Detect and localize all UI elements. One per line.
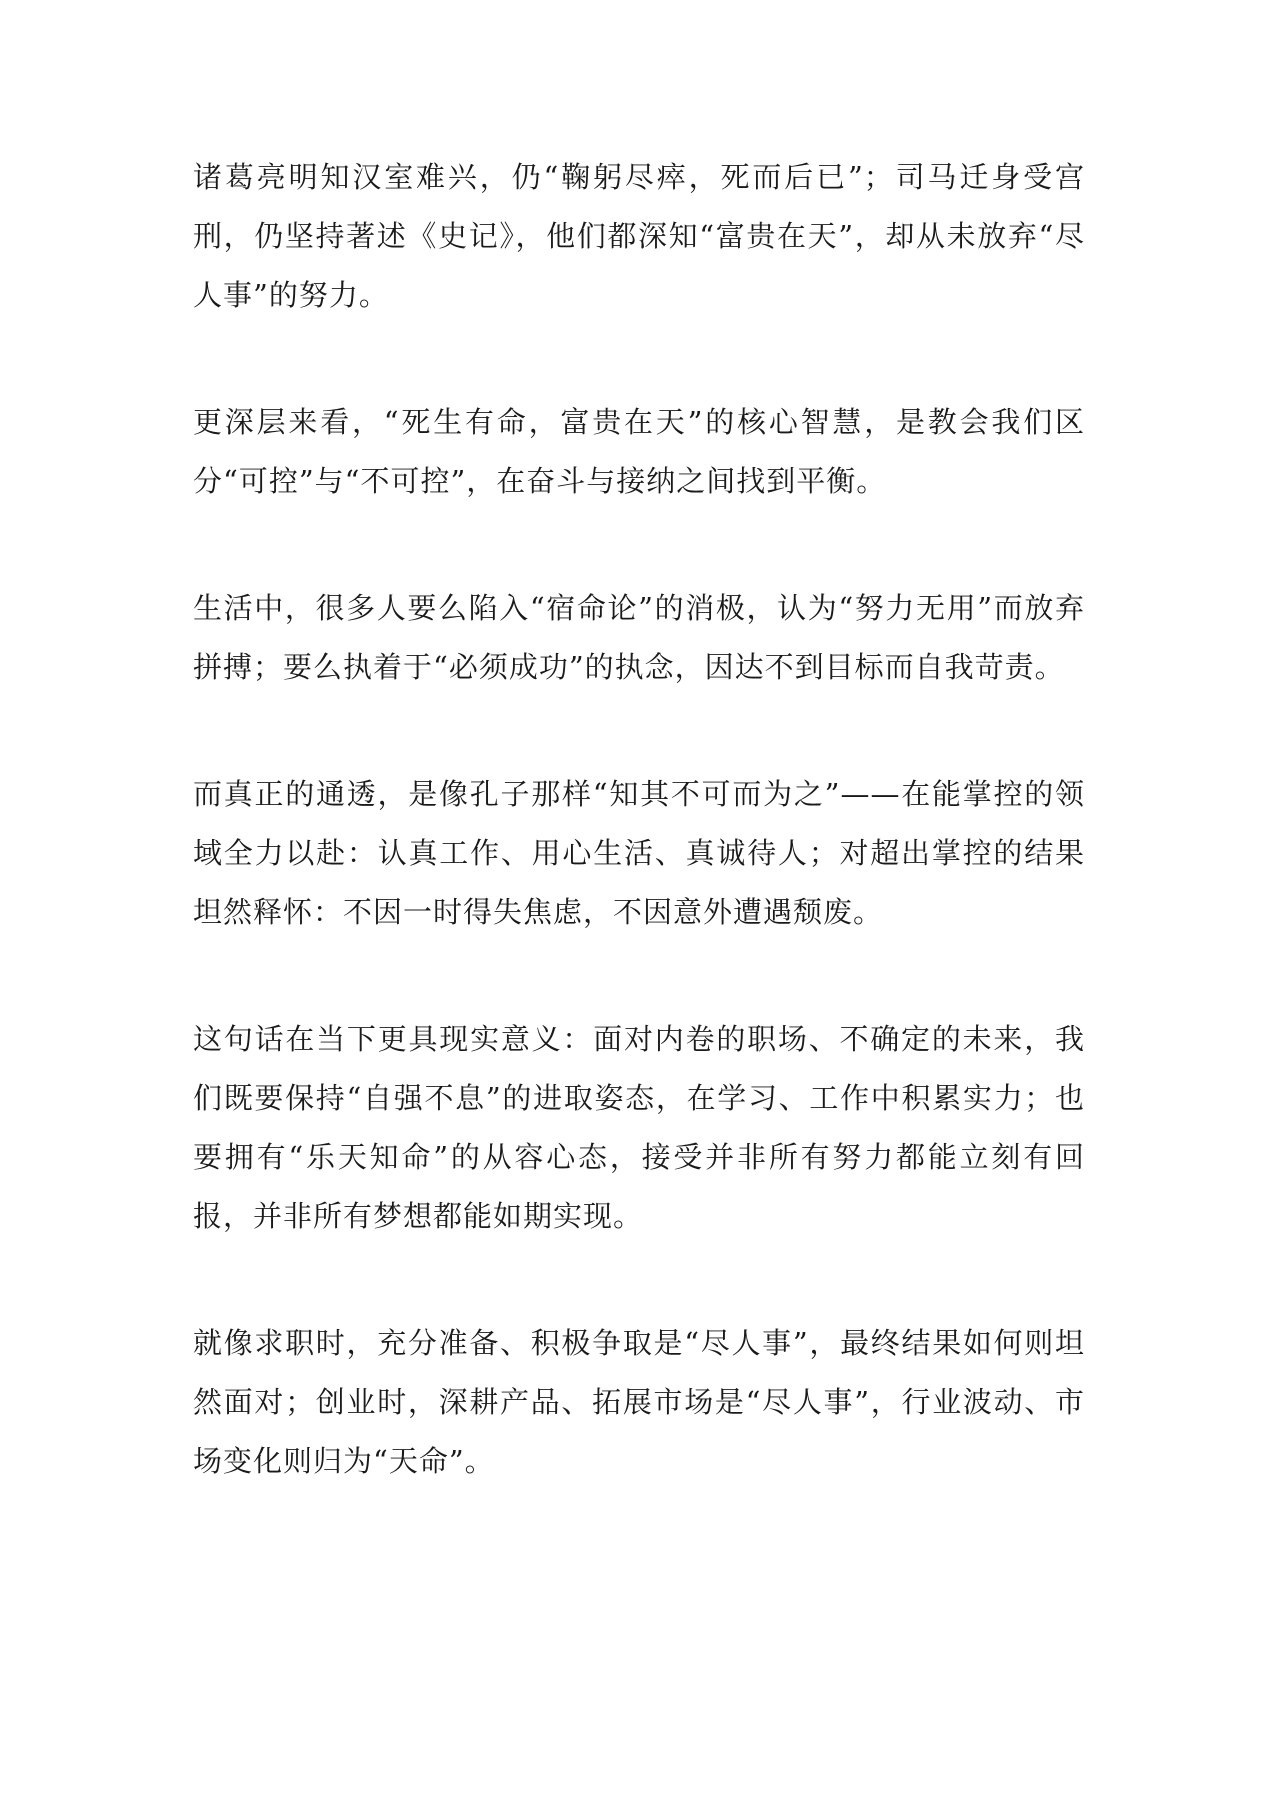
paragraph-present-meaning: 这句话在当下更具现实意义：面对内卷的职场、不确定的未来，我们既要保持“自强不息”的进取姿态，在学习、工作中积累实力；也要拥有“乐天知命”的从容心态，接受并非所有努力都能立刻有回报，并非所有梦想都能如期实现。	[193, 1022, 1085, 1233]
paragraph-zhuge-sima: 诸葛亮明知汉室难兴，仍“鞠躬尽瘁，死而后已”；司马迁身受宫刑，仍坚持著述《史记》，他们都深知“富贵在天”，却从未放弃“尽人事”的努力。	[193, 160, 1085, 312]
paragraph-true-clarity: 而真正的通透，是像孔子那样“知其不可而为之”——在能掌控的领域全力以赴：认真工作、用心生活、真诚待人；对超出掌控的结果坦然释怀：不因一时得失焦虑，不因意外遭遇颓废。	[193, 777, 1085, 929]
paragraph-core-wisdom: 更深层来看，“死生有命，富贵在天”的核心智慧，是教会我们区分“可控”与“不可控”，在奋斗与接纳之间找到平衡。	[193, 405, 1085, 498]
paragraph-examples: 就像求职时，充分准备、积极争取是“尽人事”，最终结果如何则坦然面对；创业时，深耕产品、拓展市场是“尽人事”，行业波动、市场变化则归为“天命”。	[193, 1326, 1085, 1478]
document-body	[193, 148, 1085, 1491]
paragraph-life-extremes: 生活中，很多人要么陷入“宿命论”的消极，认为“努力无用”而放弃拼搏；要么执着于“必须成功”的执念，因达不到目标而自我苛责。	[193, 591, 1085, 684]
